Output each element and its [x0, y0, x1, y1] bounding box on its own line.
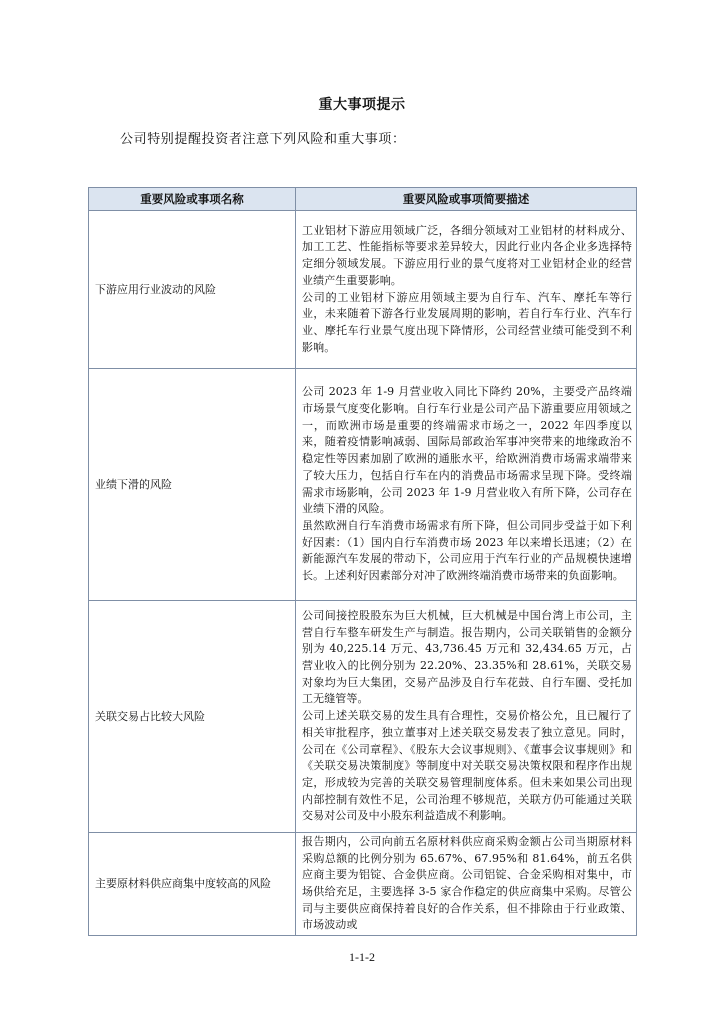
risk-name: 业绩下滑的风险 [89, 369, 296, 601]
risk-table [88, 187, 637, 936]
table-row [89, 601, 637, 833]
page-number: 1-1-2 [349, 950, 375, 964]
description-paragraph: 公司间接控股股东为巨大机械，巨大机械是中国台湾上市公司，主营自行车整车研发生产与制造。报告期内，公司关联销售的金额分别为 40,225.14 万元、43,736.45 万元和 32,434.65 万元，占营业收入的比例分别为 22.20%、23.35%和 28.61%，关联交易对象均为巨大集团，交易产品涉及自行车花鼓、自行车圈、受托加工无缝管等。 [302, 608, 632, 706]
description-paragraph: 虽然欧洲自行车消费市场需求有所下降，但公司同步受益于如下利好因素：（1）国内自行车消费市场 2023 年以来增长迅速；（2）在新能源汽车发展的带动下，公司应用于汽车行业的产品规模快速增长。上述利好因素部分对冲了欧洲终端消费市场带来的负面影响。 [302, 518, 632, 583]
description-paragraph: 公司的工业铝材下游应用领域主要为自行车、汽车、摩托车等行业，未来随着下游各行业发展周期的影响，若自行车行业、汽车行业、摩托车行业景气度出现下降情形，公司经营业绩可能受到不利影响。 [302, 290, 632, 354]
description-paragraph: 公司 2023 年 1-9 月营业收入同比下降约 20%，主要受产品终端市场景气度变化影响。自行车行业是公司产品下游重要应用领域之一，而欧洲市场是重要的终端需求市场之一，2022 年四季度以来，随着疫情影响减弱、国际局部政治军事冲突带来的地缘政治不稳定性等因素加剧了欧洲的通胀水平，给欧洲消费市场需求端带来了较大压力，包括自行车在内的消费品市场需求呈现下降。受终端需求市场影响，公司 2023 年 1-9 月营业收入有所下降，公司存在业绩下滑的风险。 [302, 385, 632, 516]
risk-description [296, 601, 637, 833]
table-header-row [89, 188, 637, 211]
risk-name: 主要原材料供应商集中度较高的风险 [89, 833, 296, 936]
risk-name: 关联交易占比较大风险 [89, 601, 296, 833]
intro-text: 公司特别提醒投资者注意下列风险和重大事项： [120, 132, 406, 147]
table-row [89, 369, 637, 601]
risk-name: 下游应用行业波动的风险 [89, 211, 296, 369]
description-paragraph: 公司上述关联交易的发生具有合理性，交易价格公允，且已履行了相关审批程序，独立董事对上述关联交易发表了独立意见。同时，公司在《公司章程》、《股东大会议事规则》、《董事会议事规则》和《关联交易决策制度》等制度中对关联交易决策权限和程序作出规定，形成较为完善的关联交易管理制度体系。但未来如果公司出现内部控制有效性不足，公司治理不够规范，关联方仍可能通过关联交易对公司及中小股东利益造成不利影响。 [302, 709, 632, 823]
header-risk-description: 重要风险或事项简要描述 [296, 188, 637, 211]
description-paragraph: 工业铝材下游应用领域广泛，各细分领域对工业铝材的材料成分、加工工艺、性能指标等要求差异较大，因此行业内各企业多选择特定细分领域发展。下游应用行业的景气度将对工业铝材企业的经营业绩产生重要影响。 [302, 223, 632, 287]
table-row [89, 211, 637, 369]
table-row [89, 833, 637, 936]
risk-description [296, 833, 637, 936]
description-paragraph: 报告期内，公司向前五名原材料供应商采购金额占公司当期原材料采购总额的比例分别为 65.67%、67.95%和 81.64%，前五名供应商主要为铝锭、合金供应商。公司铝锭、合金采购相对集中，市场供给充足，主要选择 3-5 家合作稳定的供应商集中采购。尽管公司与主要供应商保持着良好的合作关系，但不排除由于行业政策、市场波动或 [302, 834, 632, 932]
header-risk-name: 重要风险或事项名称 [89, 188, 296, 211]
page-title: 重大事项提示 [318, 97, 406, 113]
risk-description [296, 211, 637, 369]
risk-description [296, 369, 637, 601]
